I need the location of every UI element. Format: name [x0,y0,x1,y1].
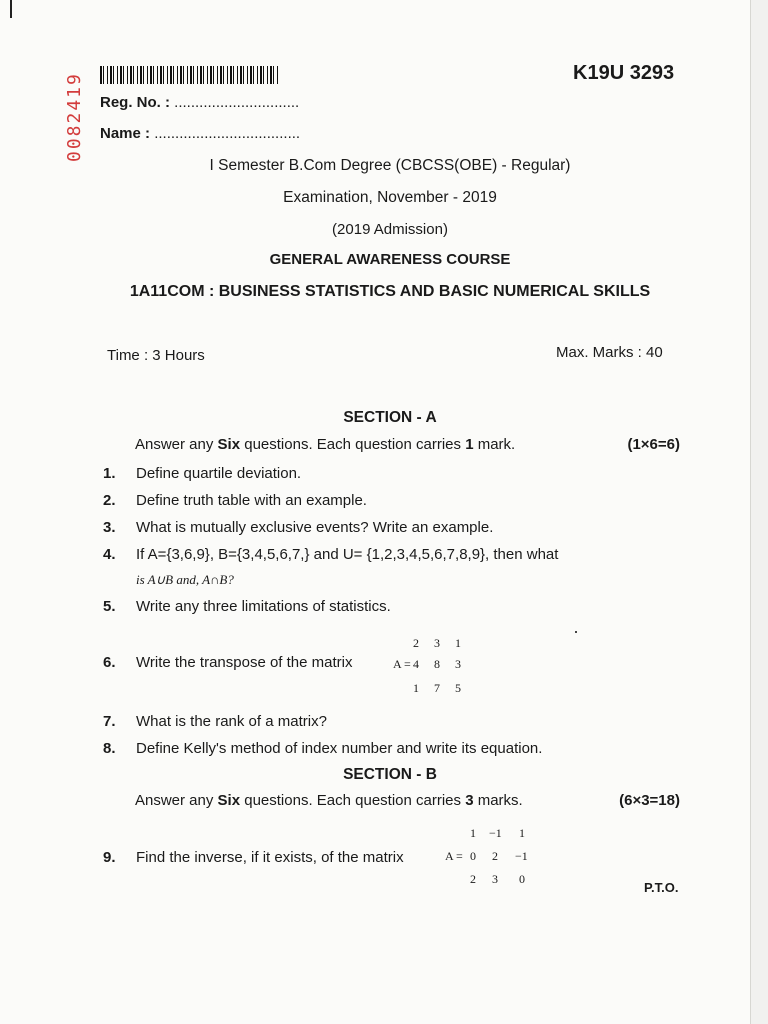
reg-no-label: Reg. No. : [100,94,170,111]
section-a-heading: SECTION - A [343,409,437,426]
matrix-cell: 1 [470,826,476,840]
instr-post: questions. Each question carries [240,792,466,809]
matrix-cell: 1 [413,681,419,695]
title-semester: I Semester B.Com Degree (CBCSS(OBE) - Regular) [209,157,571,174]
pto-label: P.T.O. [644,880,679,895]
instr-bold: Six [217,436,241,453]
question-number: 8. [103,740,116,757]
matrix-q9 [445,826,535,886]
title-admission: (2019 Admission) [332,221,448,238]
instr-mark: 1 [465,436,474,453]
matrix-cell: 3 [492,872,498,886]
question-text: Define quartile deviation. [136,465,302,482]
reg-no-field [100,94,299,111]
question-number: 2. [103,492,116,509]
instr-pre: Answer any [135,436,218,453]
question-text: Find the inverse, if it exists, of the matrix [136,849,404,866]
question [103,546,683,563]
question [103,849,683,866]
question-number: 3. [103,519,116,536]
question [103,598,683,615]
title-course-name: 1A11COM : BUSINESS STATISTICS AND BASIC NUMERICAL SKILLS [129,283,651,300]
matrix-cell: −1 [489,826,502,840]
question-number: 4. [103,546,116,563]
matrix-cell: 3 [434,636,440,650]
section-b-heading: SECTION - B [343,766,437,783]
instr-score: (1×6=6) [627,436,680,453]
question-text: Write any three limitations of statistics. [136,598,391,615]
matrix-cell: 1 [519,826,525,840]
max-marks: Max. Marks : 40 [556,344,663,361]
name-dots: ................................... [154,125,301,142]
matrix-cell: 4 [413,657,419,671]
matrix-cell: 8 [434,657,440,671]
title-course-type: GENERAL AWARENESS COURSE [269,251,511,268]
name-label: Name : [100,125,151,142]
question-text: What is mutually exclusive events? Write an example. [136,519,494,536]
matrix-cell: 3 [455,657,461,671]
barcode [100,66,280,84]
instr-pre: Answer any [135,792,218,809]
instr-end: mark. [473,436,516,453]
question-number: 1. [103,465,116,482]
matrix-cell: −1 [515,849,528,863]
instr-post: questions. Each question carries [240,436,466,453]
reg-no-dots: .............................. [174,94,300,111]
matrix-label: A = [445,849,463,863]
question-continuation: is A∪B and, A∩B? [136,572,234,587]
question-text: Write the transpose of the matrix [136,654,353,671]
question-text: What is the rank of a matrix? [136,713,327,730]
speck [575,631,577,633]
serial-number: 0082419 [64,72,85,162]
question [103,465,683,482]
question-text: Define Kelly's method of index number and write its equation. [136,740,543,757]
question-paper-code: K19U 3293 [573,62,675,84]
matrix-cell: 2 [413,636,419,650]
instruction-text [135,436,515,453]
matrix-label: A = [393,657,411,671]
question-text: If A={3,6,9}, B={3,4,5,6,7,} and U= {1,2,3,4,5,6,7,8,9}, then what [136,546,559,563]
question [103,492,683,509]
question-number: 7. [103,713,116,730]
matrix-cell: 7 [434,681,440,695]
matrix-cell: 0 [519,872,525,886]
section-a-instruction [135,436,680,453]
question [103,519,683,536]
question [103,740,683,757]
instr-mark: 3 [465,792,474,809]
title-exam: Examination, November - 2019 [283,189,497,206]
question [103,713,683,730]
question-number: 5. [103,598,116,615]
edge-mark [10,0,12,18]
matrix-cell: 5 [455,681,461,695]
question-number: 9. [103,849,116,866]
question-number: 6. [103,654,116,671]
matrix-cell: 2 [470,872,476,886]
matrix-q6 [393,636,473,696]
matrix-cell: 0 [470,849,476,863]
instruction-text [135,792,523,809]
instr-score: (6×3=18) [619,792,680,809]
question-text: Define truth table with an example. [136,492,367,509]
matrix-cell: 1 [455,636,461,650]
name-field [100,125,300,142]
matrix-cell: 2 [492,849,498,863]
exam-time: Time : 3 Hours [107,347,205,364]
instr-bold: Six [217,792,241,809]
instr-end: marks. [473,792,523,809]
section-b-instruction [135,792,680,809]
